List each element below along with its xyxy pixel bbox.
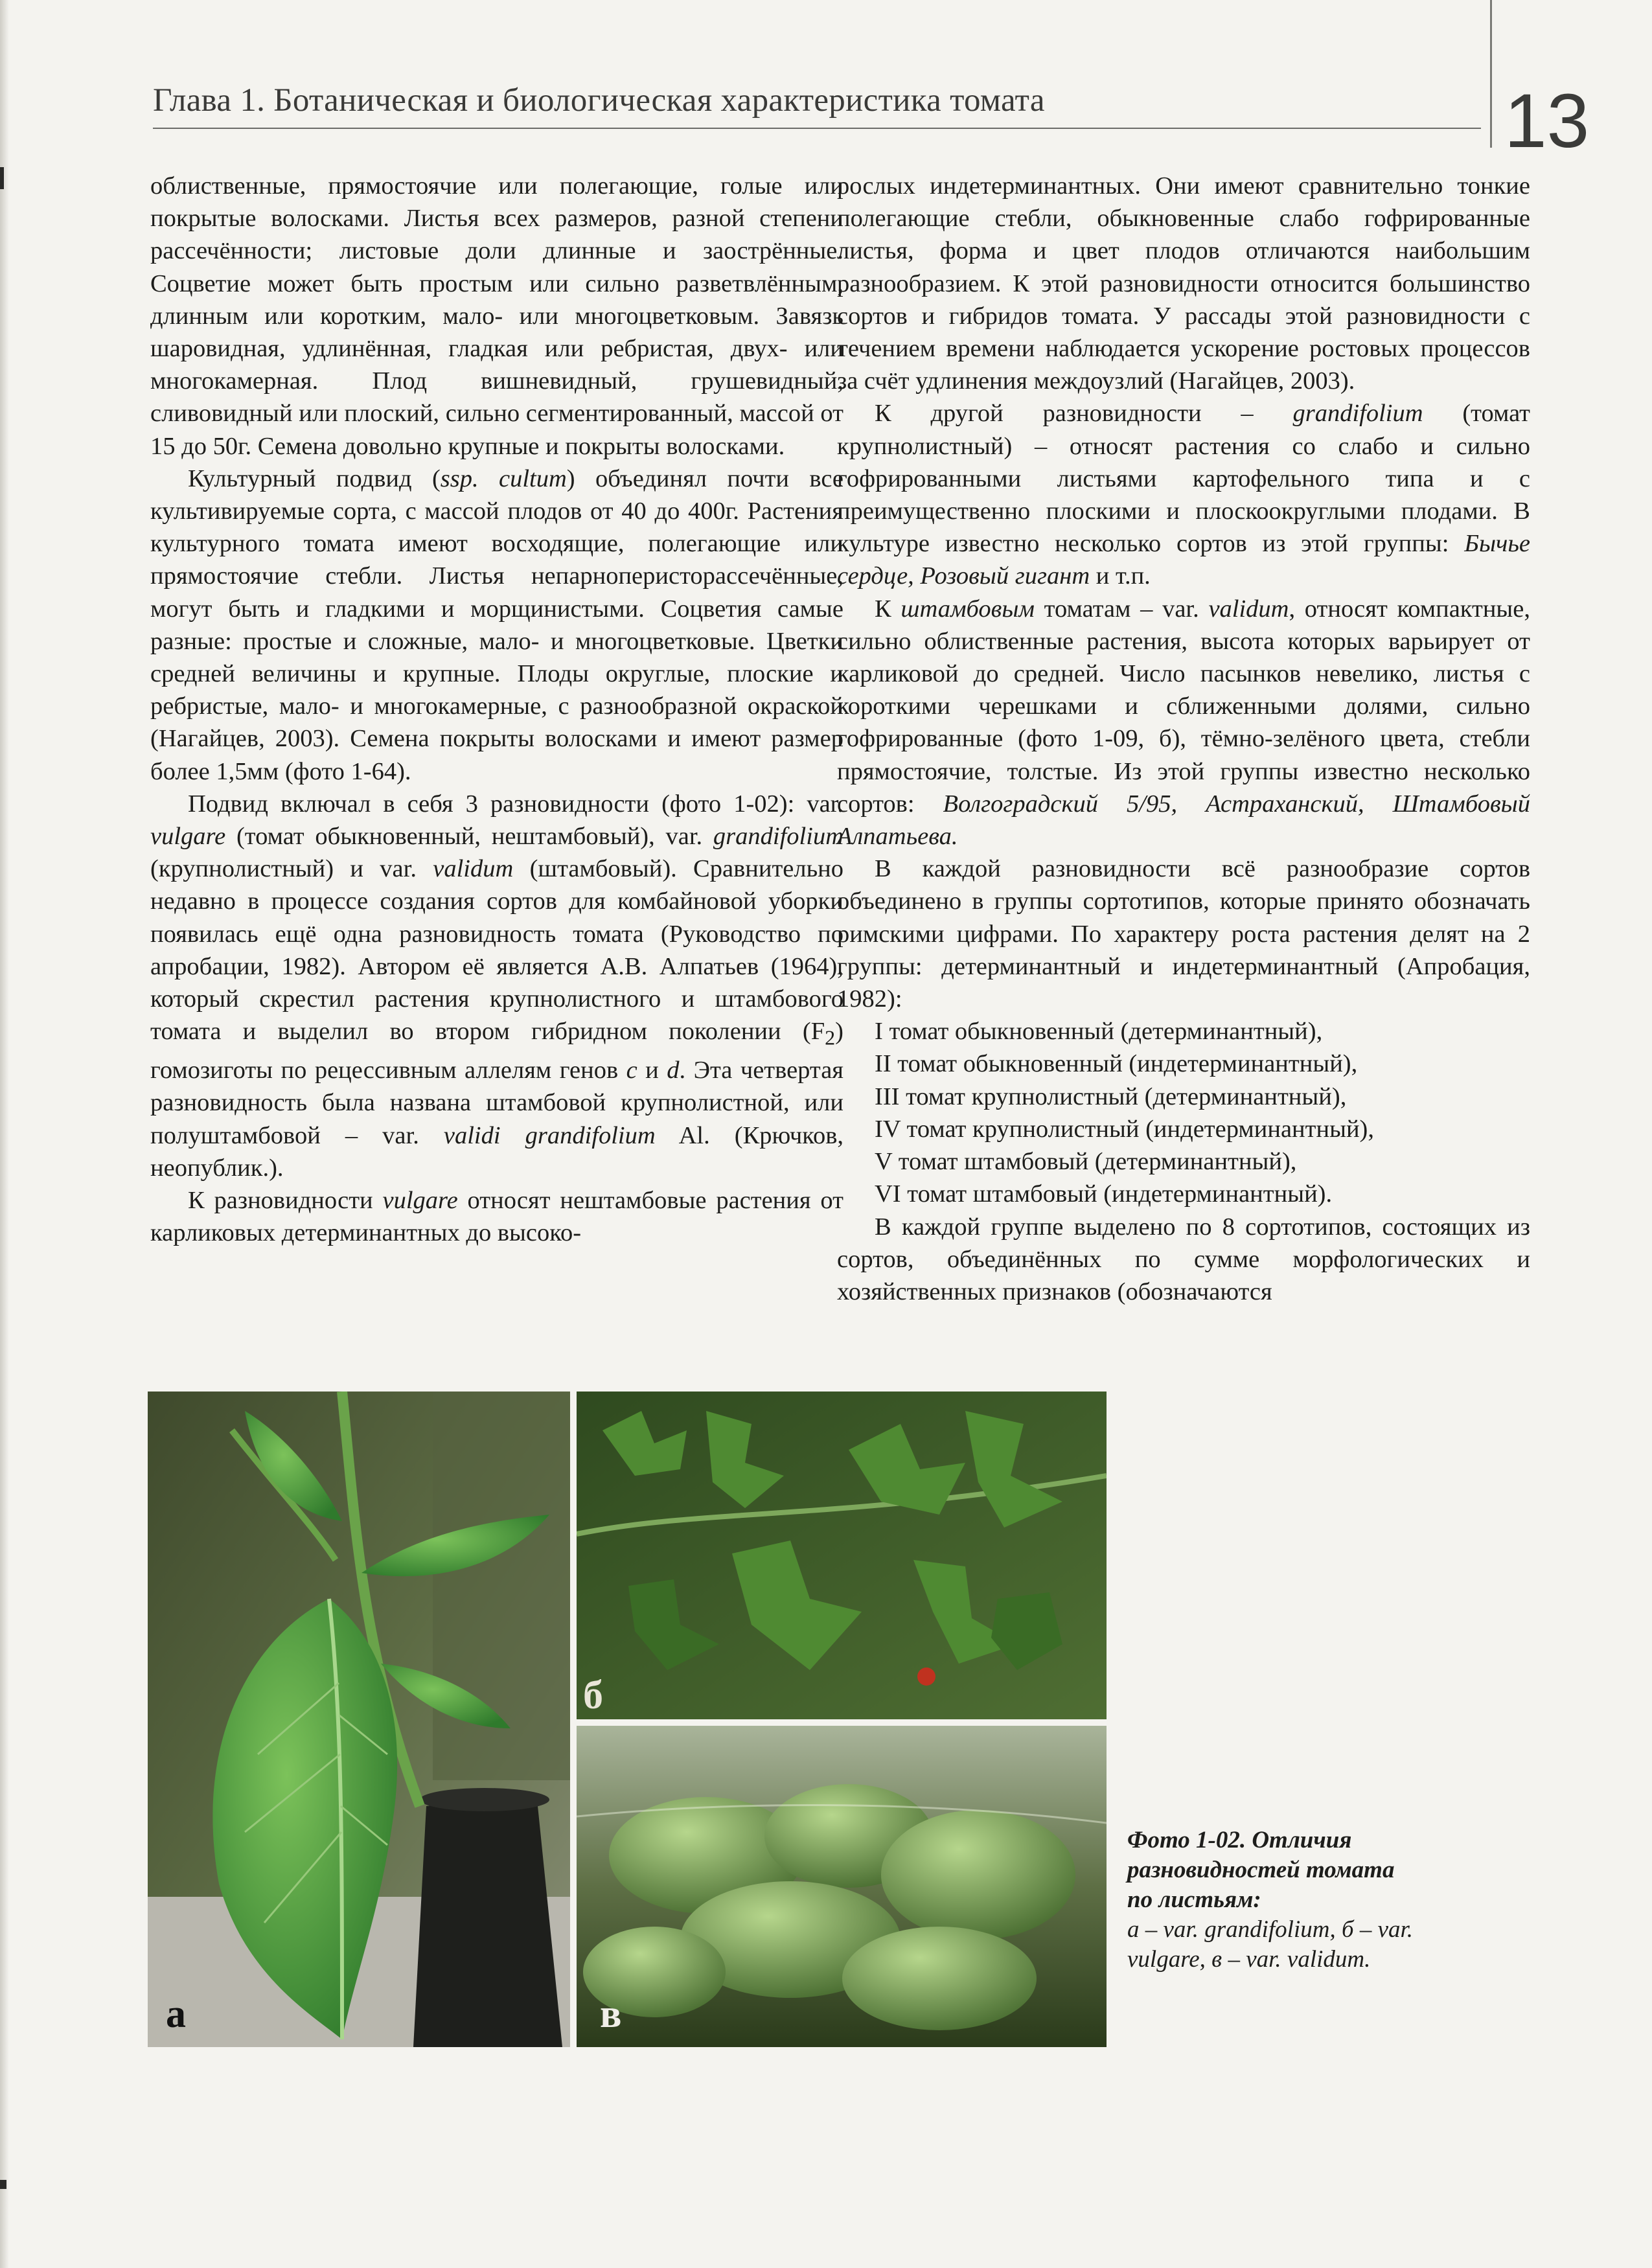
left-column <box>150 170 843 1249</box>
caption-title: Фото 1-02. Отличия разновидностей томата по листьям: <box>1127 1827 1395 1913</box>
list-item: V томат штамбовый (детерминантный), <box>875 1148 1297 1176</box>
photo-caption <box>1127 1826 1425 1975</box>
list-item: VI томат штамбовый (индетерминантный). <box>875 1180 1333 1208</box>
list-item: I томат обыкновенный (детерминантный), <box>875 1018 1323 1046</box>
paragraph: облиственные, прямостоячие или полегающие, голые или покрытые волосками. Листья всех размеров, разной степени рассечённости; листовые доли длинные и заострённые. Соцветие может быть простым или сильно разветвлённым, длинным или коротким, мало- или многоцветковым. Завязь шаровидная, удлинённая, гладкая или ребристая, двух- или многокамерная. Плод вишневидный, грушевидный, сливовидный или плоский, сильно сегментированный, массой от 15 до 50г. Семена довольно крупные и покрыты волосками. <box>150 172 843 460</box>
list-item: IV томат крупнолистный (индетерминантный), <box>875 1115 1374 1143</box>
paragraph: Подвид включал в себя 3 разновидности (фото 1-02): var. vulgare (томат обыкновенный, нештамбовый), var. grandifolium (крупнолистный) и var. validum (штамбовый). Сравнительно недавно в процессе создания сортов для комбайновой уборки появилась ещё одна разновидность томата (Руководство по апробации, 1982). Автором её является А.В. Алпатьев (1964), который скрестил растения крупнолистного и штамбового томата и выделил во втором гибридном поколении $(F_2)$ гомозиготы по рецессивным аллелям генов c и d. Эта четвертая разновидность была названа штамбовой крупнолистной, или полуштамбовой – var. validi grandifolium Al. (Крючков, неопублик.). <box>150 790 844 1182</box>
photo-label-a: а <box>166 1992 186 2036</box>
chapter-title: Глава 1. Ботаническая и биологическая характеристика томата <box>153 82 1045 119</box>
header-rule <box>153 128 1481 129</box>
page-number-rule <box>1490 0 1492 148</box>
spine-mark <box>0 2180 6 2189</box>
photo-grandifolium <box>148 1392 570 2047</box>
page-number: 13 <box>1504 78 1590 164</box>
list-item: III томат крупнолистный (детерминантный), <box>875 1082 1347 1110</box>
photo-vulgare <box>577 1392 1107 1719</box>
running-header <box>153 82 1481 133</box>
list-item: II томат обыкновенный (индетерминантный), <box>875 1050 1358 1078</box>
photo-validum <box>577 1726 1107 2047</box>
book-spine-shadow <box>0 0 9 2268</box>
photo-label-c: в <box>600 1992 622 2036</box>
photo-figure <box>148 1392 1107 2047</box>
paragraph: Культурный подвид (ssp. cultum) объединял почти все культивируемые сорта, с массой плодов от 40 до 400г. Растения культурного томата имеют восходящие, полегающие или прямостоячие стебли. Листья непарноперисторассечённые, могут быть и гладкими и морщинистыми. Соцветия самые разные: простые и сложные, мало- и многоцветковые. Цветки средней величины и крупные. Плоды округлые, плоские и ребристые, мало- и многокамерные, с разнообразной окраской (Нагайцев, 2003). Семена покрыты волосками и имеют размер более 1,5мм (фото 1-64). <box>150 464 843 785</box>
paragraph: К другой разновидности – grandifolium (томат крупнолистный) – относят растения со слабо и сильно гофрированными листьями картофельного типа и с преимущественно плоскими и плоскоокруглыми плодами. В культуре известно несколько сортов из этой группы: Бычье сердце, Розовый гигант и т.п. <box>837 400 1531 590</box>
paragraph: В каждой разновидности всё разнообразие сортов объединено в группы сортотипов, которые принято обозначать римскими цифрами. По характеру роста растения делят на 2 группы: детерминантный и индетерминантный (Апробация, 1982): <box>837 855 1530 1013</box>
caption-body: а – var. grandifolium, б – var. vulgare, в – var. validum. <box>1127 1916 1414 1973</box>
paragraph: рослых индетерминантных. Они имеют сравнительно тонкие полегающие стебли, обыкновенные слабо гофрированные листья, форма и цвет плодов отличаются наибольшим разнообразием. К этой разновидности относится большинство сортов и гибридов томата. У рассады этой разновидности с течением времени наблюдается ускорение ростовых процессов за счёт удлинения междоузлий (Нагайцев, 2003). <box>837 172 1530 395</box>
photo-label-b: б <box>583 1673 603 1717</box>
paragraph: В каждой группе выделено по 8 сортотипов, состоящих из сортов, объединённых по сумме морфологических и хозяйственных признаков (обозначаются <box>837 1213 1530 1305</box>
right-column <box>837 170 1530 1308</box>
spine-mark <box>0 167 4 189</box>
paragraph: К разновидности vulgare относят нештамбовые растения от карликовых детерминантных до высоко- <box>150 1186 843 1247</box>
paragraph: К штамбовым томатам – var. validum, относят компактные, сильно облиственные растения, высота которых варьирует от карликовой до средней. Число пасынков невелико, листья с короткими черешками и сближенными долями, сильно гофрированные (фото 1-09, б), тёмно-зелёного цвета, стебли прямостоячие, толстые. Из этой группы известно несколько сортов: Волгоградский 5/95, Астраханский, Штамбовый Алпатьева. <box>837 595 1531 851</box>
